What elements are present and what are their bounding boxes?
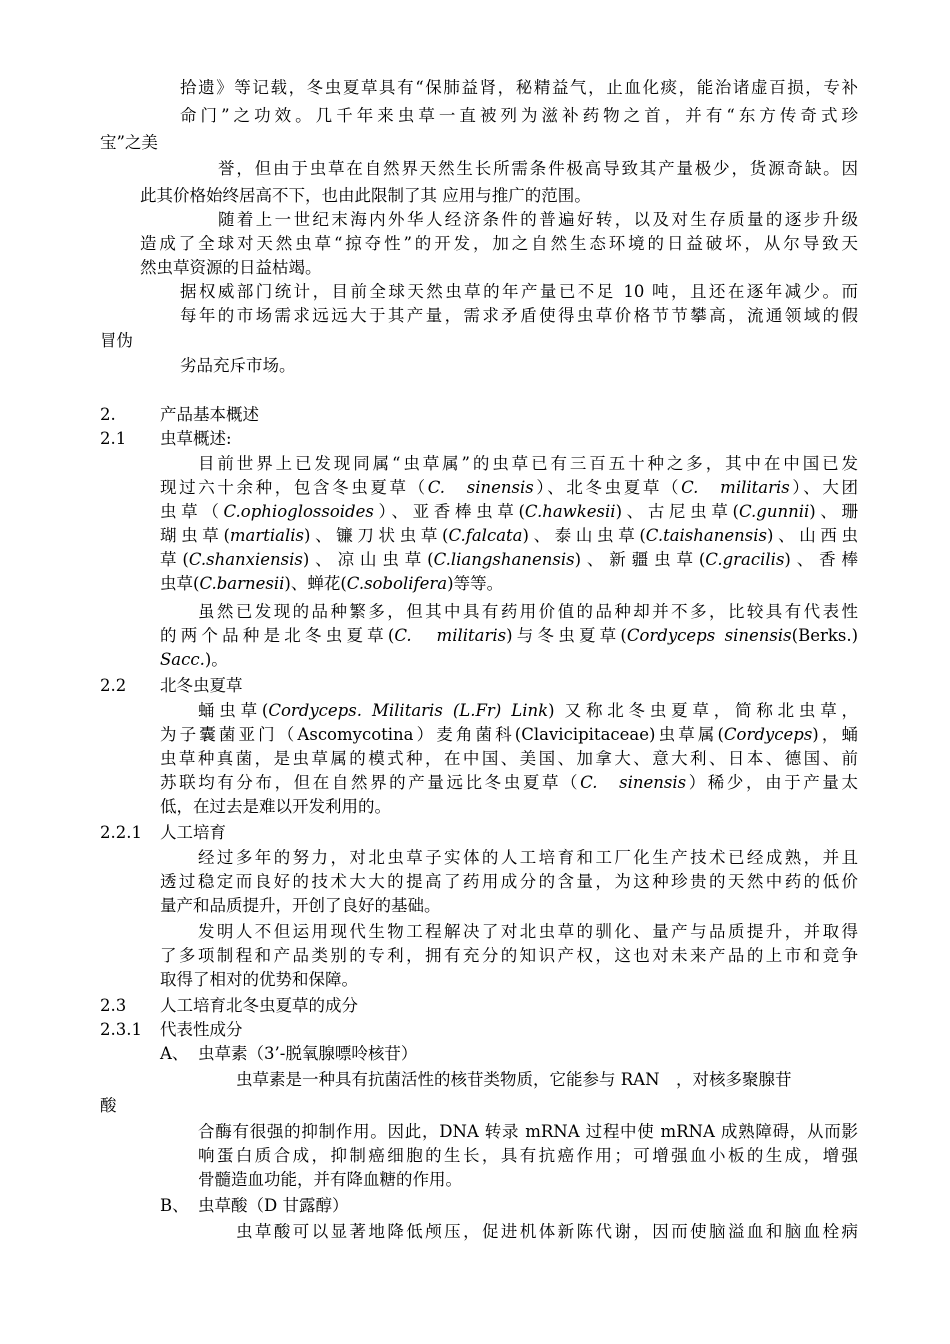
text-line: 透过稳定而良好的技术大大的提高了药用成分的含量，为这种珍贵的天然中药的低价: [160, 872, 858, 891]
text-line: 瑚虫草(martialis)、镰刀状虫草(C.falcata)、泰山虫草(C.taishanensis)、山西虫: [160, 526, 859, 545]
text-line: 的两个品种是北冬虫夏草(C. militaris)与冬虫夏草(Cordyceps sinensis(Berks.): [160, 626, 859, 645]
text-line: 取得了相对的优势和保障。: [160, 970, 358, 989]
section-number: 2.1: [100, 429, 127, 448]
text-line: 虫草素是一种具有抗菌活性的核苷类物质，它能参与 RAN ，对核多聚腺苷: [236, 1070, 792, 1089]
text-line: 虫草（C.ophioglossoides）、亚香棒虫草(C.hawkesii)、古尼虫草(C.gunnii)、珊: [160, 502, 859, 521]
text-line: 经过多年的努力，对北虫草子实体的人工培育和工厂化生产技术已经成熟，并且: [198, 848, 858, 867]
text-line: 量产和品质提升，开创了良好的基础。: [160, 896, 441, 915]
section-title: 人工培育: [160, 823, 226, 842]
section-number: 2.2.1: [100, 823, 142, 842]
text-line: 虽然已发现的品种繁多，但其中具有药用价值的品种却并不多，比较具有代表性: [198, 602, 858, 621]
text-line: 了多项制程和产品类别的专利，拥有充分的知识产权，这也对未来产品的上市和竞争: [160, 946, 858, 965]
text-line: 虫草(C.barnesii)、蝉花(C.sobolifera)等等。: [160, 574, 504, 593]
text-line: 虫草酸可以显著地降低颅压，促进机体新陈代谢，因而使脑溢血和脑血栓病: [236, 1222, 858, 1241]
section-title: 人工培育北冬虫夏草的成分: [160, 996, 358, 1015]
section-number: 2.: [100, 405, 116, 424]
text-line: 命门”之功效。几千年来虫草一直被列为滋补药物之首，并有“东方传奇式珍: [180, 106, 858, 125]
section-title: 代表性成分: [160, 1020, 243, 1039]
list-marker: B、: [160, 1196, 189, 1215]
section-number: 2.2: [100, 676, 127, 695]
subsection-title: 虫草酸（D 甘露醇）: [198, 1196, 349, 1215]
text-line: 每年的市场需求远远大于其产量，需求矛盾使得虫草价格节节攀高，流通领域的假: [180, 306, 858, 325]
text-line: 低，在过去是难以开发利用的。: [160, 797, 391, 816]
text-line: 虫草种真菌，是虫草属的模式种，在中国、美国、加拿大、意大利、日本、德国、前: [160, 749, 858, 768]
text-line: 现过六十余种，包含冬虫夏草（C. sinensis）、北冬虫夏草（C. militaris）、大团: [160, 478, 858, 497]
text-line: 据权威部门统计，目前全球天然虫草的年产量已不足 10 吨，且还在逐年减少。而: [180, 282, 858, 301]
text-line: Sacc.)。: [160, 650, 228, 669]
subsection-title: 虫草素（3’-脱氧腺嘌呤核苷）: [198, 1044, 418, 1063]
text-line: 然虫草资源的日益枯竭。: [140, 258, 322, 277]
text-line: 劣品充斥市场。: [180, 356, 296, 375]
text-line: 随着上一世纪末海内外华人经济条件的普遍好转，以及对生存质量的逐步升级: [218, 210, 858, 229]
section-title: 北冬虫夏草: [160, 676, 243, 695]
text-line: 酸: [100, 1096, 117, 1115]
text-line: 为子囊菌亚门（Ascomycotina）麦角菌科(Clavicipitaceae)虫草属(Cordyceps)，蛹: [160, 725, 859, 744]
section-number: 2.3.1: [100, 1020, 142, 1039]
text-line: 蛹虫草(Cordyceps. Militaris (L.Fr) Link) 又称北冬虫夏草，简称北虫草，: [198, 701, 858, 720]
section-number: 2.3: [100, 996, 127, 1015]
text-line: 目前世界上已发现同属“虫草属”的虫草已有三百五十种之多，其中在中国已发: [198, 454, 858, 473]
text-line: 响蛋白质合成，抑制癌细胞的生长，具有抗癌作用；可增强血小板的生成，增强: [198, 1146, 858, 1165]
text-line: 宝”之美: [100, 133, 158, 152]
text-line: 骨髓造血功能，并有降血糖的作用。: [198, 1170, 462, 1189]
text-line: 此其价格始终居高不下，也由此限制了其 应用与推广的范围。: [140, 186, 591, 205]
section-title: 虫草概述:: [160, 429, 232, 448]
text-line: 发明人不但运用现代生物工程解决了对北虫草的驯化、量产与品质提升，并取得: [198, 922, 858, 941]
text-line: 誉，但由于虫草在自然界天然生长所需条件极高导致其产量极少，货源奇缺。因: [218, 159, 858, 178]
text-line: 草(C.shanxiensis)、凉山虫草(C.liangshanensis)、新疆虫草(C.gracilis)、香棒: [160, 550, 859, 569]
text-line: 冒伪: [100, 331, 133, 350]
text-line: 造成了全球对天然虫草“掠夺性”的开发，加之自然生态环境的日益破坏，从尔导致天: [140, 234, 858, 253]
text-line: 苏联均有分布，但在自然界的产量远比冬虫夏草（C. sinensis）稀少，由于产量太: [160, 773, 858, 792]
text-line: 合酶有很强的抑制作用。因此，DNA 转录 mRNA 过程中使 mRNA 成熟障碍，从而影: [198, 1122, 858, 1141]
section-title: 产品基本概述: [160, 405, 259, 424]
text-line: 拾遗》等记载，冬虫夏草具有“保肺益肾，秘精益气，止血化痰，能治诸虚百损，专补: [180, 78, 858, 97]
list-marker: A、: [160, 1044, 189, 1063]
